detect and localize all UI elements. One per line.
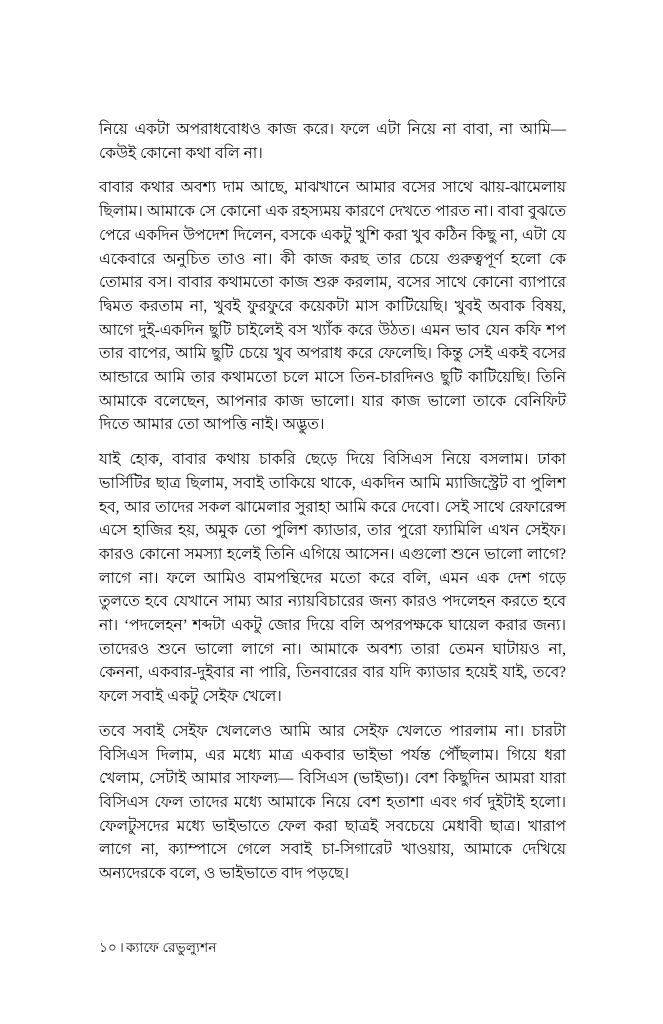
paragraph: তবে সবাই সেইফ খেললেও আমি আর সেইফ খেলতে পারলাম না। চারটা বিসিএস দিলাম, এর মধ্যে মাত্র একবার ভাইভা পর্যন্ত পৌঁছলাম। গিয়ে ধরা খেলাম, সেটাই আমার সাফল্য— বিসিএস (ভাইভা)। বেশ কিছুদিন আমরা যারা বিসিএস ফেল তাদের মধ্যে আমাকে নিয়ে বেশ হতাশা এবং গর্ব দুইটাই হলো। ফেলটুসদের মধ্যে ভাইভাতে ফেল করা ছাত্রই সবচেয়ে মেধাবী ছাত্র। খারাপ লাগে না, ক্যাম্পাসে গেলে সবাই চা-সিগারেট খাওয়ায়, আমাকে দেখিয়ে অন্যদেরকে বলে, ও ভাইভাতে বাদ পড়ছে। [99,722,566,883]
body-text-column [99,118,566,886]
page-footer [99,938,566,958]
footer-separator: । [118,940,124,955]
page-number: ১০ [99,940,117,955]
paragraph: যাই হোক, বাবার কথায় চাকরি ছেড়ে দিয়ে বিসিএস নিয়ে বসলাম। ঢাকা ভার্সিটির ছাত্র ছিলাম, সবাই তাকিয়ে থাকে, একদিন আমি ম্যাজিস্ট্রেট বা পুলিশ হব, আর তাদের সকল ঝামেলার সুরাহা আমি করে দেবো। সেই সাথে রেফারেন্স এসে হাজির হয়, অমুক তো পুলিশ ক্যাডার, তার পুরো ফ্যামিলি এখন সেইফ। কারও কোনো সমস্যা হলেই তিনি এগিয়ে আসেন। এগুলো শুনে ভালো লাগে? লাগে না। ফলে আমিও বামপন্থিদের মতো করে বলি, এমন এক দেশ গড়ে তুলতে হবে যেখানে সাম্য আর ন্যায়বিচারের জন্য কারও পদলেহন করতে হবে না। ‘পদলেহন’ শব্দটা একটু জোর দিয়ে বলি অপরপক্ষকে ঘায়েল করার জন্য। তাদেরও শুনে ভালো লাগে না। আমাকে অবশ্য তারা তেমন ঘাটায়ও না, কেননা, একবার-দুইবার না পারি, তিনবারের বার যদি ক্যাডার হয়েই যাই, তবে? ফলে সবাই একটু সেইফ খেলে। [99,451,566,706]
paragraph: বাবার কথার অবশ্য দাম আছে, মাঝখানে আমার বসের সাথে ঝায়-ঝামেলায় ছিলাম। আমাকে সে কোনো এক রহস্যময় কারণে দেখতে পারত না। বাবা বুঝতে পেরে একদিন উপদেশ দিলেন, বসকে একটু খুশি করা খুব কঠিন কিছু না, এটা যে একেবারে অনুচিত তাও না। কী কাজ করছ তার চেয়ে গুরুত্বপূর্ণ হলো কে তোমার বস। বাবার কথামতো কাজ শুরু করলাম, বসের সাথে কোনো ব্যাপারে দ্বিমত করতাম না, খুবই ফুরফুরে কয়েকটা মাস কাটিয়েছি। খুবই অবাক বিষয়, আগে দুই-একদিন ছুটি চাইলেই বস খ্যাঁক করে উঠত। এমন ভাব যেন কফি শপ তার বাপের, আমি ছুটি চেয়ে খুব অপরাধ করে ফেলেছি। কিন্তু সেই একই বসের আন্ডারে আমি তার কথামতো চলে মাসে তিন-চারদিনও ছুটি কাটিয়েছি। তিনি আমাকে বলেছেন, আপনার কাজ ভালো। যার কাজ ভালো তাকে বেনিফিট দিতে আমার তো আপত্তি নাই। অদ্ভুত। [99,179,566,434]
paragraph: নিয়ে একটা অপরাধবোধও কাজ করে। ফলে এটা নিয়ে না বাবা, না আমি—কেউই কোনো কথা বলি না। [99,121,566,162]
book-title: ক্যাফে রেভুল্যুশন [125,940,217,955]
